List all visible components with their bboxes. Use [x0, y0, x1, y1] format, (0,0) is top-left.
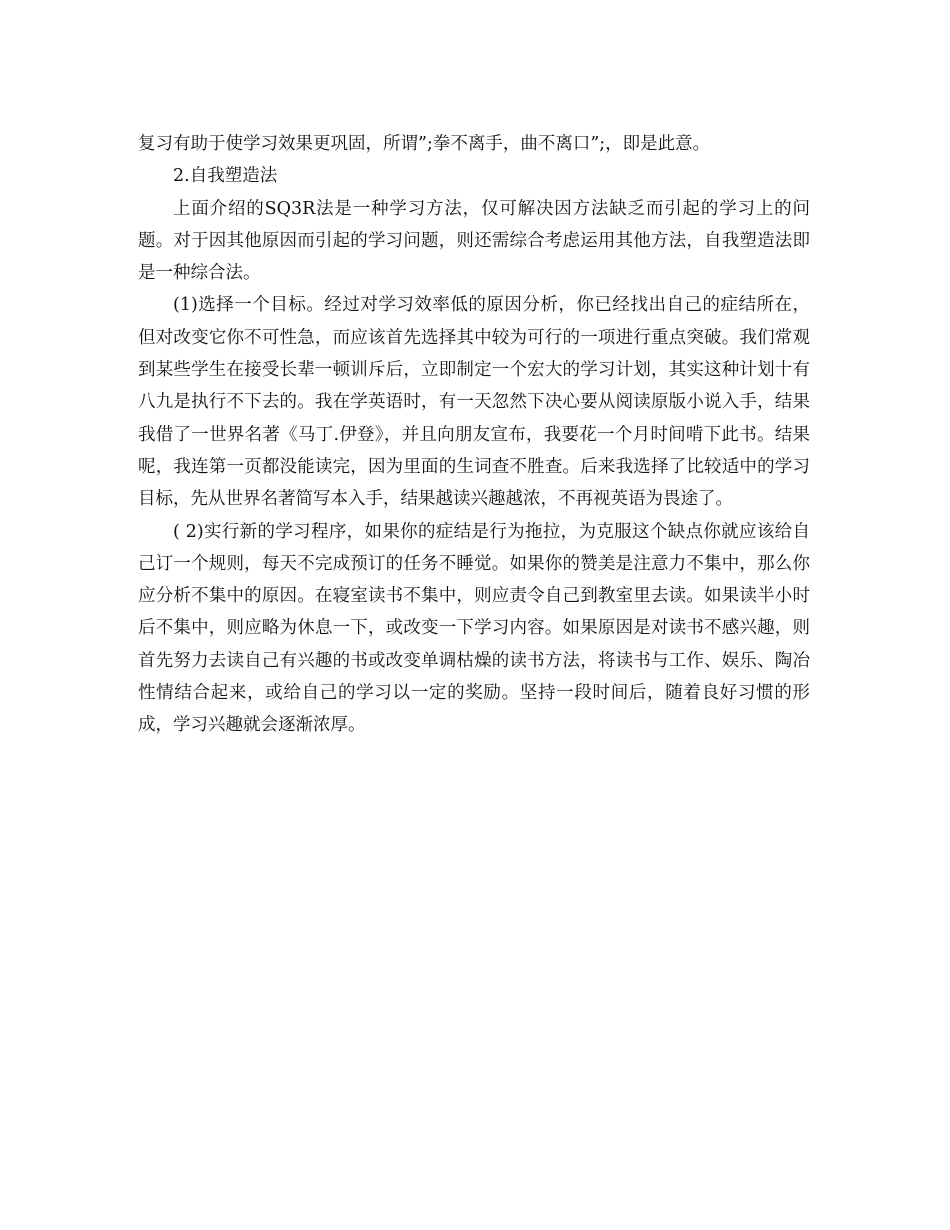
paragraph-step-2: ( 2)实行新的学习程序，如果你的症结是行为拖拉，为克服这个缺点你就应该给自己订一个规则，每天不完成预订的任务不睡觉。如果你的赞美是注意力不集中，那么你应分析不集中的原因。在寝室读书不集中，则应责令自己到教室里去读。如果读半小时后不集中，则应略为休息一下，或改变一下学习内容。如果原因是对读书不感兴趣，则首先努力去读自己有兴趣的书或改变单调枯燥的读书方法，将读书与工作、娱乐、陶冶性情结合起来，或给自己的学习以一定的奖励。坚持一段时间后，随着良好习惯的形成，学习兴趣就会逐渐浓厚。 [138, 521, 810, 736]
paragraph-intro: 上面介绍的SQ3R法是一种学习方法，仅可解决因方法缺乏而引起的学习上的问题。对于因其他原因而引起的学习问题，则还需综合考虑运用其他方法，自我塑造法即是一种综合法。 [138, 198, 810, 284]
document-body [138, 128, 810, 742]
paragraph-step-1: (1)选择一个目标。经过对学习效率低的原因分析，你已经找出自己的症结所在，但对改变它你不可性急，而应该首先选择其中较为可行的一项进行重点突破。我们常观到某些学生在接受长辈一顿训斥后，立即制定一个宏大的学习计划，其实这种计划十有八九是执行不下去的。我在学英语时，有一天忽然下决心要从阅读原版小说入手，结果我借了一世界名著《马丁.伊登》，并且向朋友宣布，我要花一个月时间啃下此书。结果呢，我连第一页都没能读完，因为里面的生词查不胜查。后来我选择了比较适中的学习目标，先从世界名著简写本入手，结果越读兴趣越浓，不再视英语为畏途了。 [138, 295, 810, 510]
paragraph-continuation: 复习有助于使学习效果更巩固，所谓”;拳不离手，曲不离口”;，即是此意。 [138, 134, 711, 154]
section-heading: 2.自我塑造法 [173, 166, 278, 187]
